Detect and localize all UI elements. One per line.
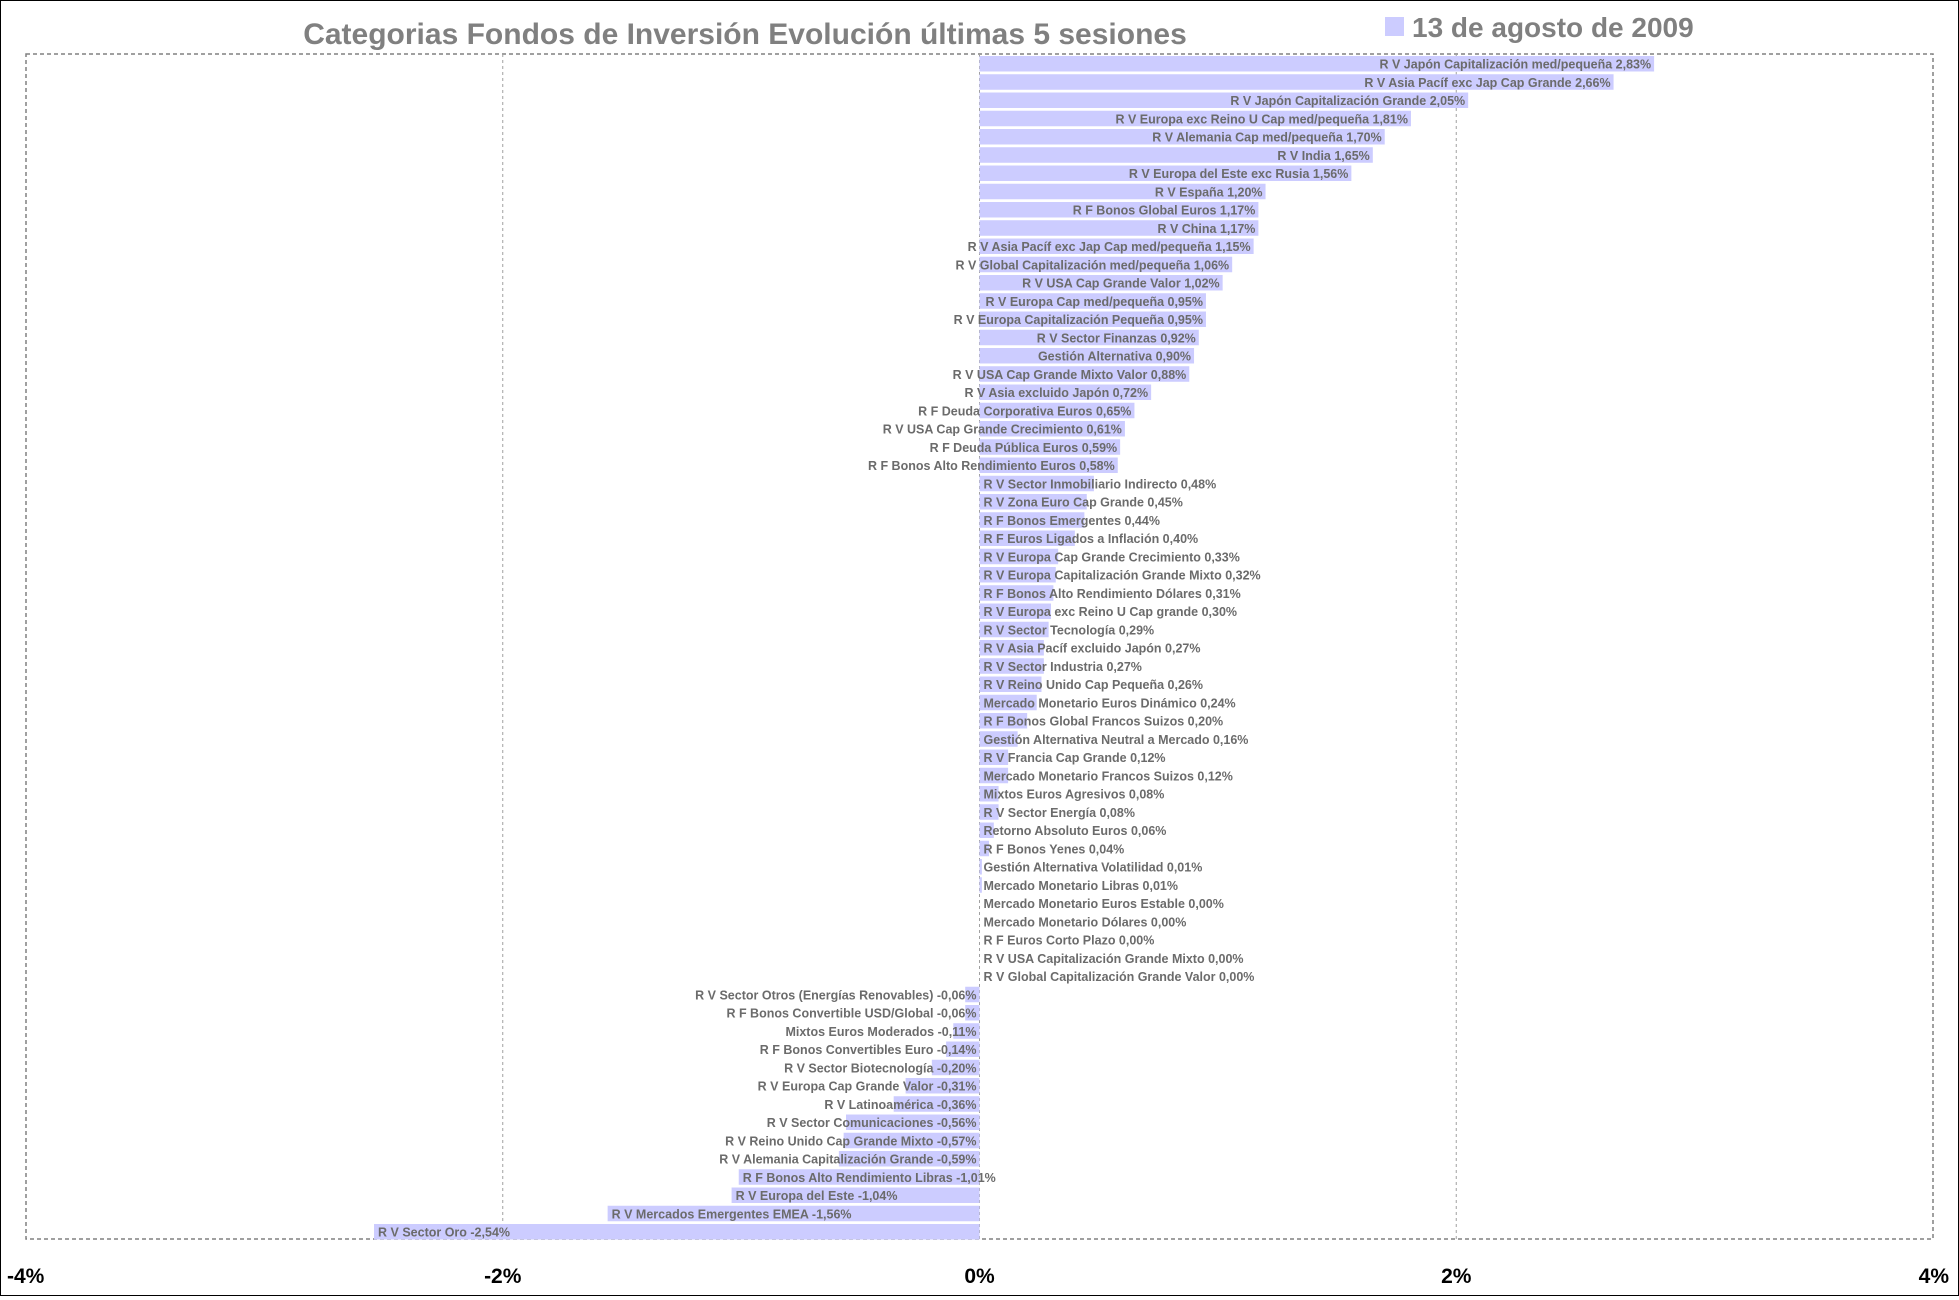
bar-label-19: R F Deuda Corporativa Euros 0,65% <box>918 404 1131 418</box>
bar-label-31: R V Sector Tecnología 0,29% <box>984 623 1155 637</box>
bar-label-13: R V Europa Cap med/pequeña 0,95% <box>986 295 1203 309</box>
bar-label-40: Mixtos Euros Agresivos 0,08% <box>984 788 1165 802</box>
bar-label-22: R F Bonos Alto Rendimiento Euros 0,58% <box>868 459 1115 473</box>
x-axis-ticks <box>7 1265 1949 1288</box>
bar-label-61: R F Bonos Alto Rendimiento Libras -1,01% <box>743 1171 996 1185</box>
bar-label-23: R V Sector Inmobiliario Indirecto 0,48% <box>984 477 1217 491</box>
bar-label-32: R V Asia Pacíf excluido Japón 0,27% <box>984 642 1201 656</box>
bar-label-58: R V Sector Comunicaciones -0,56% <box>767 1116 977 1130</box>
x-tick-label-0: -4% <box>7 1265 45 1288</box>
bar-label-30: R V Europa exc Reino U Cap grande 0,30% <box>984 605 1238 619</box>
bar-label-26: R F Euros Ligados a Inflación 0,40% <box>984 532 1199 546</box>
bar-label-21: R F Deuda Pública Euros 0,59% <box>930 441 1118 455</box>
bar-label-52: R F Bonos Convertible USD/Global -0,06% <box>726 1007 976 1021</box>
bar-label-50: R V Global Capitalización Grande Valor 0,00% <box>984 970 1255 984</box>
bar-label-3: R V Europa exc Reino U Cap med/pequeña 1,81% <box>1116 112 1408 126</box>
bar-label-5: R V India 1,65% <box>1277 149 1369 163</box>
bar-label-9: R V China 1,17% <box>1157 222 1255 236</box>
bar-label-24: R V Zona Euro Cap Grande 0,45% <box>984 496 1183 510</box>
bar-label-1: R V Asia Pacíf exc Jap Cap Grande 2,66% <box>1364 76 1610 90</box>
bar-label-34: R V Reino Unido Cap Pequeña 0,26% <box>984 678 1204 692</box>
bar-label-7: R V España 1,20% <box>1155 185 1263 199</box>
bar-label-53: Mixtos Euros Moderados -0,11% <box>785 1025 976 1039</box>
bar-label-47: Mercado Monetario Dólares 0,00% <box>984 915 1187 929</box>
bar-label-51: R V Sector Otros (Energías Renovables) -0,06% <box>695 988 976 1002</box>
bar-label-18: R V Asia excluido Japón 0,72% <box>964 386 1148 400</box>
x-tick-label-4: 4% <box>1919 1265 1950 1288</box>
bar-label-48: R F Euros Corto Plazo 0,00% <box>984 934 1155 948</box>
bar-label-57: R V Latinoamérica -0,36% <box>824 1098 976 1112</box>
bar-label-25: R F Bonos Emergentes 0,44% <box>984 514 1160 528</box>
bar-label-36: R F Bonos Global Francos Suizos 0,20% <box>984 715 1224 729</box>
bar-label-64: R V Sector Oro -2,54% <box>378 1226 510 1240</box>
bar-label-62: R V Europa del Este -1,04% <box>736 1189 898 1203</box>
bar-label-11: R V Global Capitalización med/pequeña 1,06% <box>955 258 1229 272</box>
bar-label-4: R V Alemania Cap med/pequeña 1,70% <box>1152 131 1381 145</box>
legend-label: 13 de agosto de 2009 <box>1412 12 1694 43</box>
chart-title: Categorias Fondos de Inversión Evolución últimas 5 sesiones <box>303 18 1187 51</box>
legend-swatch <box>1385 17 1404 36</box>
x-tick-label-1: -2% <box>484 1265 522 1288</box>
bar-label-12: R V USA Cap Grande Valor 1,02% <box>1022 277 1220 291</box>
bar-label-6: R V Europa del Este exc Rusia 1,56% <box>1129 167 1349 181</box>
bar-label-35: Mercado Monetario Euros Dinámico 0,24% <box>984 696 1236 710</box>
bar-label-20: R V USA Cap Grande Crecimiento 0,61% <box>883 423 1122 437</box>
bar-label-60: R V Alemania Capitalización Grande -0,59% <box>719 1153 976 1167</box>
bar-label-28: R V Europa Capitalización Grande Mixto 0,32% <box>984 569 1261 583</box>
chart-svg <box>1 1 1958 1295</box>
bar-label-56: R V Europa Cap Grande Valor -0,31% <box>758 1080 977 1094</box>
x-tick-label-2: 0% <box>964 1265 995 1288</box>
bar-label-42: Retorno Absoluto Euros 0,06% <box>984 824 1167 838</box>
bar-label-41: R V Sector Energía 0,08% <box>984 806 1135 820</box>
bar-label-0: R V Japón Capitalización med/pequeña 2,83% <box>1379 58 1651 72</box>
bar-label-27: R V Europa Cap Grande Crecimiento 0,33% <box>984 550 1240 564</box>
bar-label-29: R F Bonos Alto Rendimiento Dólares 0,31% <box>984 587 1241 601</box>
bar-label-14: R V Europa Capitalización Pequeña 0,95% <box>954 313 1203 327</box>
bar-label-8: R F Bonos Global Euros 1,17% <box>1073 204 1256 218</box>
bar-label-63: R V Mercados Emergentes EMEA -1,56% <box>612 1207 852 1221</box>
bar-label-33: R V Sector Industria 0,27% <box>984 660 1142 674</box>
bar-label-10: R V Asia Pacíf exc Jap Cap med/pequeña 1,15% <box>968 240 1251 254</box>
x-tick-label-3: 2% <box>1441 1265 1472 1288</box>
bar-label-44: Gestión Alternativa Volatilidad 0,01% <box>984 861 1203 875</box>
bar-45 <box>980 877 982 893</box>
bar-label-15: R V Sector Finanzas 0,92% <box>1037 331 1196 345</box>
bar-label-43: R F Bonos Yenes 0,04% <box>984 842 1125 856</box>
bar-label-17: R V USA Cap Grande Mixto Valor 0,88% <box>953 368 1187 382</box>
bar-label-37: Gestión Alternativa Neutral a Mercado 0,16% <box>984 733 1249 747</box>
bar-label-55: R V Sector Biotecnología -0,20% <box>784 1061 976 1075</box>
bar-label-49: R V USA Capitalización Grande Mixto 0,00% <box>984 952 1244 966</box>
bar-label-59: R V Reino Unido Cap Grande Mixto -0,57% <box>725 1134 976 1148</box>
bar-label-16: Gestión Alternativa 0,90% <box>1038 350 1191 364</box>
chart-legend <box>1385 12 1694 43</box>
bar-label-39: Mercado Monetario Francos Suizos 0,12% <box>984 769 1233 783</box>
bar-label-46: Mercado Monetario Euros Estable 0,00% <box>984 897 1224 911</box>
bar-label-45: Mercado Monetario Libras 0,01% <box>984 879 1179 893</box>
bar-44 <box>980 859 982 875</box>
bar-label-2: R V Japón Capitalización Grande 2,05% <box>1230 94 1465 108</box>
bar-label-38: R V Francia Cap Grande 0,12% <box>984 751 1166 765</box>
bar-label-54: R F Bonos Convertibles Euro -0,14% <box>760 1043 977 1057</box>
